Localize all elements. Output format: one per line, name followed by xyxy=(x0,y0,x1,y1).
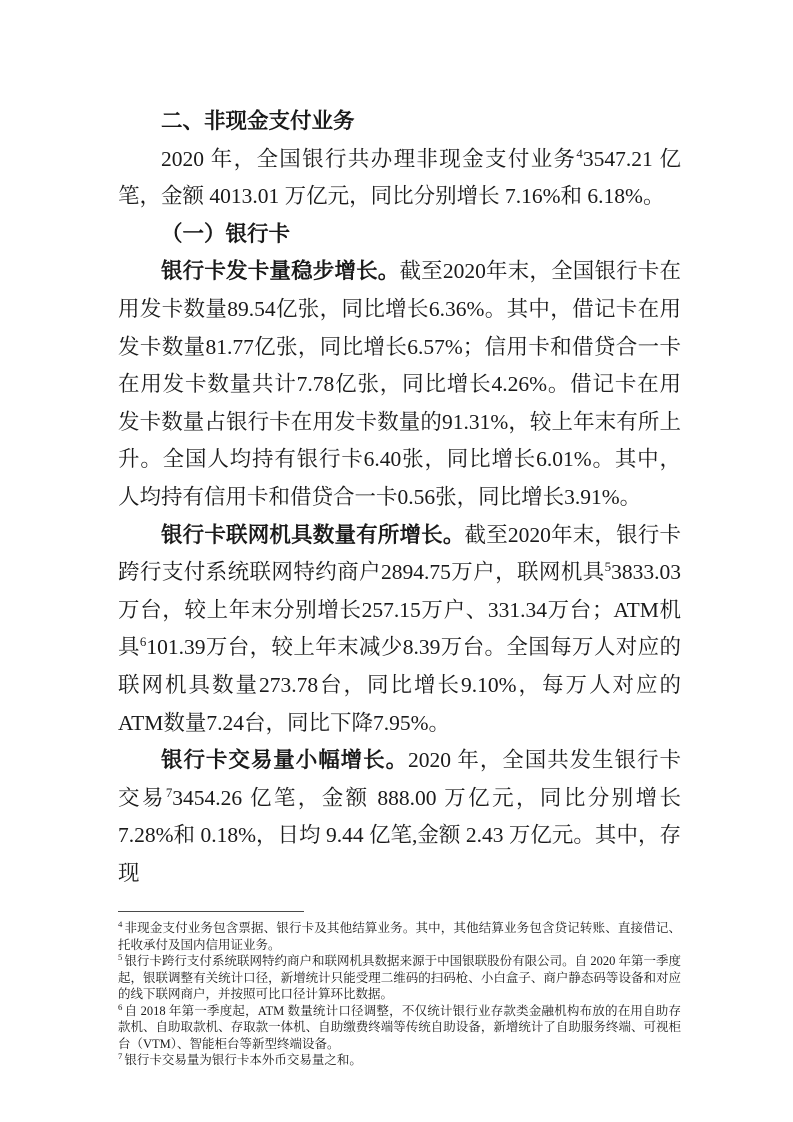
footnote-text: 银行卡交易量为银行卡本外币交易量之和。 xyxy=(124,1053,362,1068)
paragraph-text: 3547.21 亿笔，金额 4013.01 万亿元，同比分别增长 7.16%和 6.18%。 xyxy=(118,146,681,209)
paragraph-networked-machines xyxy=(118,517,681,743)
paragraph-text: 2020 年，全国银行共办理非现金支付业务 xyxy=(161,146,577,171)
footnote-ref: 5 xyxy=(604,559,612,574)
paragraph-text: 3833.03万台，较上年末分别增长257.15万户、331.34万台；ATM机具 xyxy=(118,560,681,660)
footnote-text: 自 2018 年第一季度起，ATM 数量统计口径调整，不仅统计银行业存款类金融机构布放的在用自助存款机、自助取款机、存取款一体机、自助缴费终端等传统自助设备，新增统计了自助服务终端、可视柜台（VTM）、智能柜台等新型终端设备。 xyxy=(118,1003,681,1051)
paragraph-text: 2020 年，全国共发生银行卡交易 xyxy=(118,748,681,810)
paragraph-card-transactions xyxy=(118,742,681,892)
paragraph-text: 截至2020年末，银行卡跨行支付系统联网特约商户2894.75万户，联网机具 xyxy=(118,522,681,585)
footnote-ref: 4 xyxy=(576,146,583,161)
footnote-ref: 7 xyxy=(165,785,173,800)
footnote-item xyxy=(118,953,681,1003)
footnote-divider xyxy=(118,911,304,912)
section-heading: 二、非现金支付业务 xyxy=(161,109,355,133)
footnote-item xyxy=(118,1052,681,1069)
paragraph-leadin: 银行卡交易量小幅增长。 xyxy=(161,748,409,773)
footnote-ref: 6 xyxy=(139,635,147,650)
footnote-text: 银行卡跨行支付系统联网特约商户和联网机具数据来源于中国银联股份有限公司。自 2020 年第一季度起，银联调整有关统计口径，新增统计只能受理二维码的扫码枪、小白盒子、商户静态码等设备和对应的线下联网商户，并按照可比口径计算环比数据。 xyxy=(118,954,681,1002)
paragraph-noncash-summary xyxy=(118,141,681,216)
paragraph-text: 101.39万台，较上年末减少8.39万台。全国每万人对应的联网机具数量273.78台，同比增长9.10%，每万人对应的ATM数量7.24台，同比下降7.95%。 xyxy=(118,635,681,735)
subsection-heading: （一）银行卡 xyxy=(161,221,291,246)
footnote-number: 6 xyxy=(118,1001,123,1012)
footnote-item xyxy=(118,1003,681,1053)
paragraph-leadin: 银行卡发卡量稳步增长。 xyxy=(161,259,400,284)
footnote-item xyxy=(118,920,681,953)
paragraph-text: 截至2020年末，全国银行卡在用发卡数量89.54亿张，同比增长6.36%。其中，借记卡在用发卡数量81.77亿张，同比增长6.57%；信用卡和借贷合一卡在用发卡数量共计7.78亿张，同比增长4.26%。借记卡在用发卡数量占银行卡在用发卡数量的91.31%，较上年末有所上升。全国人均持有银行卡6.40张，同比增长6.01%。其中，人均持有信用卡和借贷合一卡0.56张，同比增长3.91%。 xyxy=(118,259,681,509)
footnote-number: 4 xyxy=(118,919,123,930)
paragraph-text: 3454.26 亿笔，金额 888.00 万亿元，同比分别增长 7.28%和 0.18%，日均 9.44 亿笔,金额 2.43 万亿元。其中，存现 xyxy=(118,785,681,885)
paragraph-card-issuance xyxy=(118,253,681,516)
footnote-number: 7 xyxy=(118,1051,123,1062)
footnote-text: 非现金支付业务包含票据、银行卡及其他结算业务。其中，其他结算业务包含贷记转账、直接借记、托收承付及国内信用证业务。 xyxy=(118,921,681,952)
paragraph-leadin: 银行卡联网机具数量有所增长。 xyxy=(161,522,465,547)
footnotes-section xyxy=(118,920,681,1069)
footnote-number: 5 xyxy=(118,952,123,963)
